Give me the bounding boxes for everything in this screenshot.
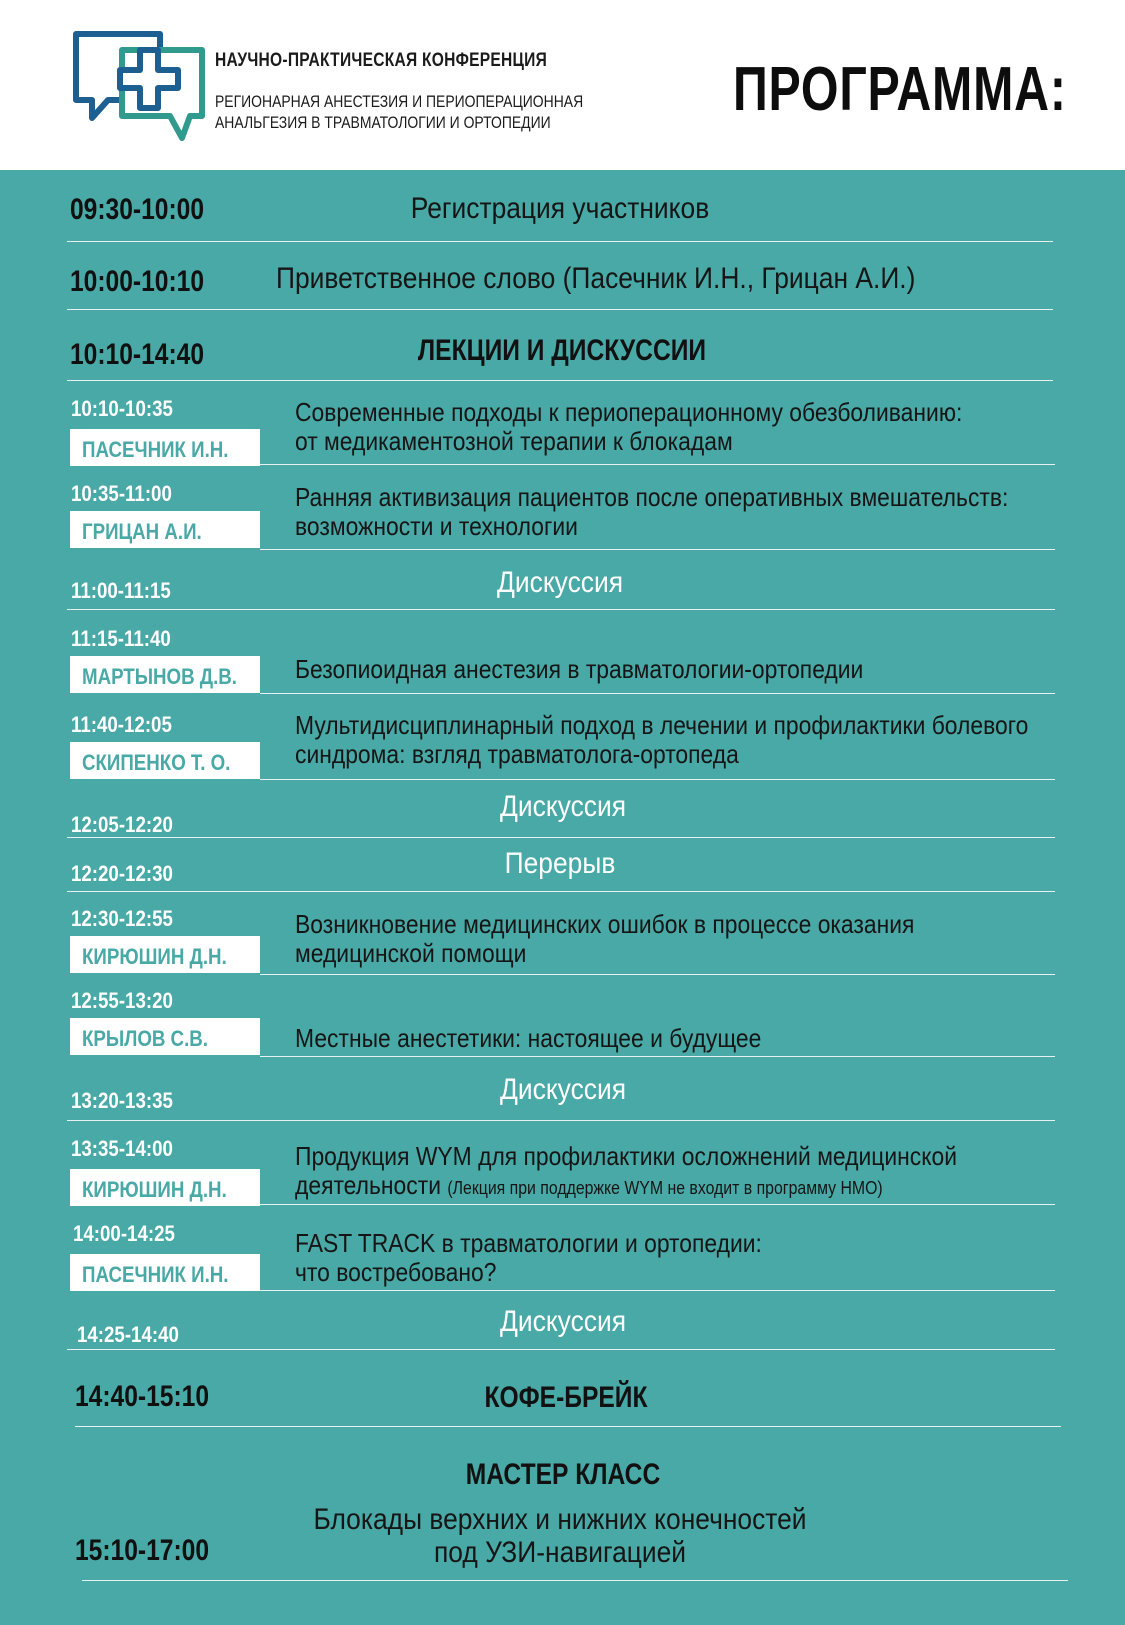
master-class-title: МАСТЕР КЛАСС — [465, 1458, 661, 1491]
lecture-time: 11:40-12:05 — [71, 712, 172, 737]
discussion-title: Дискуссия — [496, 566, 624, 599]
lectures-section-title: ЛЕКЦИИ И ДИСКУССИИ — [417, 334, 707, 367]
break-title: Перерыв — [504, 847, 616, 880]
row-divider — [260, 549, 1055, 550]
lecture-time: 10:10-10:35 — [71, 396, 173, 421]
speaker-name: СКИПЕНКО Т. О. — [82, 750, 231, 775]
coffee-break-title: КОФЕ-БРЕЙК — [484, 1381, 648, 1414]
lecture-title: Ранняя активизация пациентов после оперативных вмешательств: возможности и технологии — [295, 482, 1009, 541]
lecture-title: Мультидисциплинарный подход в лечении и профилактики болевого синдрома: взгляд травматолога-ортопеда — [295, 710, 1029, 769]
speaker-badge — [70, 511, 260, 548]
lecture-title: FAST TRACK в травматологии и ортопедии: что востребовано? — [295, 1228, 762, 1287]
lecture-title: Безопиоидная анестезия в травматологии-ортопедии — [295, 654, 864, 684]
lecture-time: 12:30-12:55 — [71, 906, 173, 931]
lecture-time: 14:00-14:25 — [73, 1221, 175, 1246]
discussion-time: 13:20-13:35 — [71, 1088, 173, 1113]
master-class-time: 15:10-17:00 — [75, 1534, 210, 1567]
speaker-badge — [70, 742, 260, 779]
master-class-line2: под УЗИ-навигацией — [433, 1536, 687, 1569]
speaker-name: ПАСЕЧНИК И.Н. — [82, 437, 229, 462]
break-time: 12:20-12:30 — [71, 861, 173, 886]
lecture-time: 11:15-11:40 — [71, 626, 171, 651]
speaker-name: КИРЮШИН Д.Н. — [82, 944, 227, 969]
row-divider — [67, 241, 1053, 242]
speaker-badge — [70, 656, 260, 693]
row-divider — [260, 693, 1055, 694]
row-divider — [260, 1056, 1055, 1057]
row-divider — [260, 779, 1055, 780]
discussion-title: Дискуссия — [499, 1073, 627, 1106]
discussion-time: 11:00-11:15 — [71, 578, 171, 603]
speaker-name: МАРТЫНОВ Д.В. — [82, 664, 238, 689]
row-divider — [260, 974, 1055, 975]
discussion-title: Дискуссия — [499, 1305, 627, 1338]
lecture-title: Современные подходы к периоперационному обезболиванию: от медикаментозной терапии к блокадам — [295, 397, 963, 456]
lecture-title: Местные анестетики: настоящее и будущее — [295, 1023, 762, 1053]
lecture-note: (Лекция при поддержке WYM не входит в программу НМО) — [447, 1178, 883, 1198]
row-divider — [67, 891, 1055, 892]
speaker-badge — [70, 1169, 260, 1206]
lecture-time: 13:35-14:00 — [71, 1136, 173, 1161]
row-divider — [67, 1120, 1055, 1121]
discussion-time: 14:25-14:40 — [77, 1322, 179, 1347]
row-divider — [260, 1290, 1055, 1291]
program-title: ПРОГРАММА: — [733, 55, 1067, 124]
speaker-name: ПАСЕЧНИК И.Н. — [82, 1262, 229, 1287]
lecture-time: 10:35-11:00 — [71, 481, 172, 506]
row-divider — [75, 1426, 1061, 1427]
lecture-title: Продукция WYM для профилактики осложнений медицинской деятельности (Лекция при поддержке WYM не входит в программу НМО) — [295, 1141, 958, 1200]
speaker-name: КИРЮШИН Д.Н. — [82, 1177, 227, 1202]
row-divider — [260, 464, 1055, 465]
speaker-badge — [70, 1018, 260, 1055]
row-divider — [67, 1349, 1055, 1350]
lectures-section-time: 10:10-14:40 — [70, 338, 205, 371]
master-class-line1: Блокады верхних и нижних конечностей — [313, 1503, 807, 1536]
conference-subtitle-line2: АНАЛЬГЕЗИЯ В ТРАВМАТОЛОГИИ И ОРТОПЕДИИ — [215, 113, 551, 132]
registration-time: 09:30-10:00 — [70, 193, 205, 226]
conference-title: НАУЧНО-ПРАКТИЧЕСКАЯ КОНФЕРЕНЦИЯ — [215, 50, 548, 71]
welcome-title: Приветственное слово (Пасечник И.Н., Грицан А.И.) — [276, 262, 916, 295]
speaker-name: КРЫЛОВ С.В. — [82, 1026, 208, 1051]
row-divider — [67, 380, 1053, 381]
discussion-title: Дискуссия — [499, 790, 627, 823]
speaker-badge — [70, 429, 260, 466]
lecture-title: Возникновение медицинских ошибок в процессе оказания медицинской помощи — [295, 909, 915, 968]
row-divider — [82, 1580, 1068, 1581]
medical-cross-speech-bubbles-icon — [70, 30, 210, 150]
coffee-break-time: 14:40-15:10 — [75, 1380, 210, 1413]
speaker-name: ГРИЦАН А.И. — [82, 519, 202, 544]
speaker-badge — [70, 1254, 260, 1291]
row-divider — [67, 609, 1055, 610]
conference-subtitle-line1: РЕГИОНАРНАЯ АНЕСТЕЗИЯ И ПЕРИОПЕРАЦИОННАЯ — [215, 92, 584, 111]
discussion-time: 12:05-12:20 — [71, 812, 173, 837]
lecture-time: 12:55-13:20 — [71, 988, 173, 1013]
row-divider — [67, 837, 1055, 838]
welcome-time: 10:00-10:10 — [70, 265, 205, 298]
speaker-badge — [70, 936, 260, 973]
row-divider — [67, 309, 1053, 310]
registration-title: Регистрация участников — [410, 192, 710, 225]
row-divider — [260, 1204, 1055, 1205]
program-header — [0, 0, 1125, 170]
